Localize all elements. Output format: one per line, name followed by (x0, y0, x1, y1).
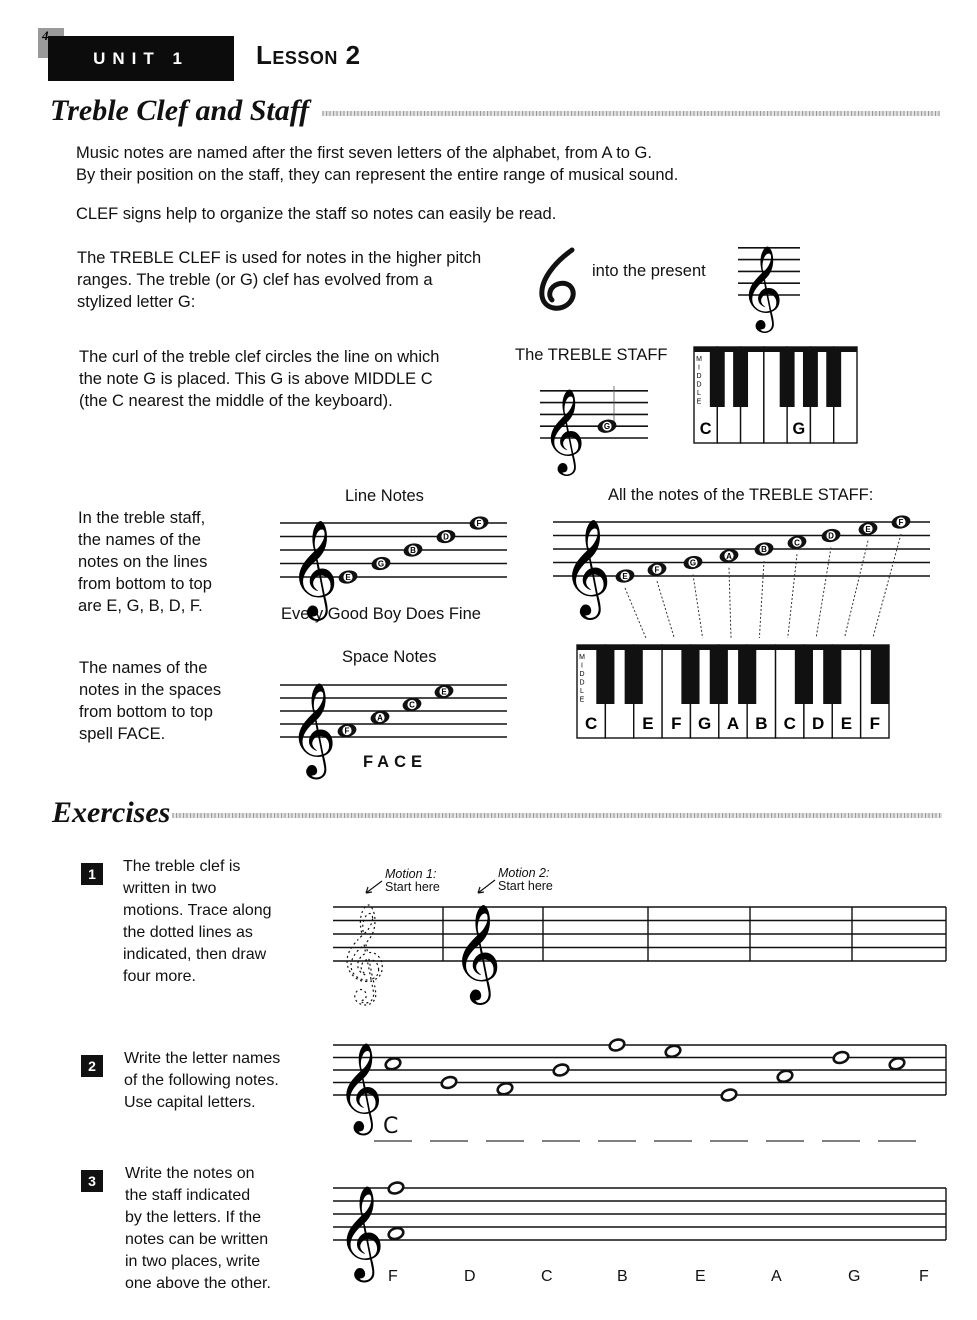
text-line: Music notes are named after the first seven letters of the alphabet, from A to G. (76, 144, 652, 162)
whole-note (387, 1226, 404, 1241)
text-line: are E, G, B, D, F. (78, 597, 203, 615)
treble-staff-example (540, 386, 648, 476)
black-key (803, 347, 818, 407)
whole-note (608, 1038, 625, 1053)
note-letter: F (344, 726, 350, 736)
text-line: one above the other. (125, 1275, 271, 1292)
text-line: stylized letter G: (77, 293, 196, 311)
black-key (738, 645, 756, 704)
labeled-note (753, 541, 774, 558)
text-line: notes on the lines (78, 553, 208, 571)
labeled-note (337, 569, 358, 586)
black-key (681, 645, 699, 704)
lesson-label: Lesson 2 (256, 40, 361, 70)
middle-c-letter: D (696, 381, 702, 389)
middle-c-letter: E (696, 398, 702, 406)
exercise-1-staff (333, 880, 946, 1005)
treble-clef-icon: 𝄞 (740, 245, 784, 331)
whole-note (440, 1075, 457, 1090)
line-notes-staff (280, 515, 507, 621)
note-letter: F (476, 519, 482, 528)
note-letter: F (898, 518, 904, 527)
intro-paragraph-2: CLEF signs help to organize the staff so notes can easily be read. (76, 205, 557, 223)
whole-note (552, 1063, 569, 1078)
labeled-note (820, 527, 841, 544)
text-line: from bottom to top (78, 575, 212, 593)
key-label: F (671, 714, 682, 733)
text-line: The treble clef is (123, 858, 241, 875)
middle-c-letter: I (698, 364, 700, 372)
motion-2-arrow-icon (478, 880, 495, 893)
key-label: E (642, 714, 654, 733)
note-letter: B (761, 545, 767, 554)
text-line: The curl of the treble clef circles the line on which (79, 348, 440, 366)
note-letter: E (622, 572, 628, 581)
middle-c-letter: M (696, 356, 702, 363)
labeled-note (596, 418, 617, 435)
middle-c-letter: E (579, 696, 585, 704)
text-line: motions. Trace along (123, 902, 272, 919)
stylized-g-icon (542, 250, 573, 308)
text-line: four more. (123, 968, 196, 985)
treble-clef-icon: 𝄞 (452, 902, 502, 1001)
text-line: ranges. The treble (or G) clef has evolved from a (77, 271, 433, 289)
text-line: notes can be written (125, 1231, 269, 1248)
space-notes-label: Space Notes (342, 648, 437, 666)
note-letter: G (377, 559, 385, 569)
text-line: Start here (498, 879, 553, 893)
key-label: E (840, 714, 853, 733)
all-notes-label: All the notes of the TREBLE STAFF: (608, 486, 874, 504)
whole-note (888, 1056, 905, 1071)
small-keyboard (694, 347, 857, 443)
target-letter: E (695, 1268, 706, 1285)
treble-clef-icon: 𝄞 (289, 518, 339, 617)
note-letter: C (409, 700, 415, 710)
text-line: written in two (123, 880, 217, 897)
labeled-note (402, 542, 423, 559)
note-letter: E (865, 524, 871, 534)
key-label: B (755, 714, 768, 733)
black-key (871, 645, 889, 704)
note-key-connector (788, 554, 797, 638)
treble-clef-icon: 𝄞 (289, 681, 337, 776)
labeled-note (682, 554, 703, 571)
target-letter: F (919, 1268, 929, 1285)
target-letter: D (464, 1268, 476, 1285)
middle-c-letter: D (579, 671, 585, 678)
black-key (596, 645, 614, 704)
black-key (625, 645, 643, 704)
whole-note (664, 1044, 681, 1059)
treble-clef-icon: 𝄞 (337, 902, 387, 1001)
text-line: Start here (385, 880, 440, 894)
text-line: By their position on the staff, they can represent the entire range of musical sound. (76, 166, 679, 184)
present-clef-staff (738, 245, 800, 333)
note-letter: D (828, 531, 834, 541)
text-line: by the letters. If the (125, 1209, 262, 1226)
exercises-title: Exercises (52, 796, 171, 829)
note-letter: A (726, 551, 732, 561)
text-line: indicated, then draw (123, 946, 267, 963)
text-line: the dotted lines as (123, 924, 253, 941)
note-letter: E (345, 573, 351, 582)
labeled-note (435, 528, 456, 545)
exercise-2-staff (333, 1038, 946, 1141)
key-label: C (783, 714, 796, 733)
text-line: in two places, write (125, 1253, 261, 1270)
middle-c-letter: D (696, 373, 702, 380)
labeled-note (370, 555, 391, 572)
exercise-3-staff (333, 1181, 946, 1283)
into-present-text: into the present (592, 262, 706, 280)
middle-c-letter: M (579, 654, 585, 661)
whole-note (387, 1181, 404, 1196)
note-letter: D (443, 532, 449, 542)
treble-clef-icon: 𝄞 (542, 388, 586, 474)
section-title: Treble Clef and Staff (50, 94, 310, 127)
black-key (710, 645, 728, 704)
target-letter: A (771, 1268, 782, 1285)
text-line: the staff indicated (125, 1187, 251, 1204)
whole-note (720, 1088, 737, 1103)
text-line: notes in the spaces (79, 681, 222, 699)
key-label: F (869, 714, 881, 733)
note-letter: F (654, 565, 660, 575)
note-letter: A (377, 713, 383, 723)
text-line: In the treble staff, (78, 509, 206, 527)
text-line: the note G is placed. This G is above MIDDLE C (79, 370, 433, 388)
black-key (823, 645, 841, 704)
exercise-3-number: 3 (81, 1170, 103, 1192)
labeled-note (718, 547, 739, 564)
note-key-connector (759, 561, 764, 638)
note-key-connector (816, 548, 831, 639)
key-label: A (726, 714, 740, 733)
page-number: 4 (38, 28, 64, 58)
key-label: G (698, 714, 712, 733)
face-word: FACE (363, 753, 428, 771)
labeled-note (614, 568, 635, 585)
target-letter: F (388, 1268, 398, 1285)
treble-clef-icon: 𝄞 (337, 1184, 385, 1279)
unit-label: UNIT 1 (48, 36, 234, 81)
text-line: (the C nearest the middle of the keyboard). (79, 392, 393, 410)
whole-note (496, 1081, 513, 1096)
note-letter: C (794, 538, 800, 548)
exercise-1-number: 1 (81, 863, 103, 885)
line-notes-mnemonic: Every Good Boy Does Fine (281, 605, 481, 623)
treble-clef-icon: 𝄞 (337, 1042, 383, 1133)
target-letter: C (541, 1268, 553, 1285)
text-line: The TREBLE CLEF is used for notes in the higher pitch (77, 249, 482, 267)
middle-c-letter: L (697, 390, 701, 397)
motion-1-arrow-icon (366, 881, 382, 893)
note-letter: G (603, 422, 611, 432)
exercise-2-number: 2 (81, 1055, 103, 1077)
black-key (710, 347, 725, 407)
all-notes-staff (553, 514, 930, 638)
treble-staff-label: The TREBLE STAFF (515, 346, 668, 364)
answer-field[interactable]: C (383, 1114, 399, 1139)
black-key (780, 347, 795, 407)
black-key (826, 347, 841, 407)
key-label: G (792, 420, 806, 438)
text-line: Use capital letters. (124, 1094, 256, 1111)
text-line: The names of the (79, 659, 208, 677)
note-key-connector (625, 588, 646, 638)
key-label: D (811, 714, 825, 733)
treble-clef-icon: 𝄞 (562, 517, 612, 616)
keyboard-top-edge (577, 645, 889, 650)
whole-note (776, 1069, 793, 1084)
text-line: of the following notes. (124, 1072, 279, 1089)
note-key-connector (729, 568, 731, 638)
note-key-connector (657, 581, 674, 638)
target-letter: G (848, 1268, 861, 1285)
labeled-note (890, 514, 911, 531)
note-letter: B (410, 546, 416, 555)
labeled-note (646, 561, 667, 578)
line-notes-label: Line Notes (345, 487, 424, 505)
text-line: Motion 1: (385, 867, 437, 881)
labeled-note (786, 534, 807, 551)
text-line: Motion 2: (498, 866, 550, 880)
note-letter: E (441, 687, 447, 697)
space-notes-staff (280, 682, 507, 780)
black-key (795, 645, 813, 704)
text-line: from bottom to top (79, 703, 213, 721)
labeled-note (468, 515, 489, 532)
middle-c-letter: L (580, 688, 584, 695)
note-key-connector (844, 541, 868, 638)
note-key-connector (693, 575, 703, 639)
key-label: C (585, 714, 598, 733)
middle-c-letter: I (581, 662, 583, 670)
note-letter: G (689, 558, 697, 568)
whole-note (384, 1056, 401, 1071)
text-line: the names of the (78, 531, 201, 549)
whole-note (832, 1050, 849, 1065)
text-line: Write the notes on (125, 1165, 255, 1182)
key-label: C (699, 420, 712, 438)
text-line: Write the letter names (124, 1050, 281, 1067)
middle-c-letter: D (579, 679, 585, 687)
labeled-note (857, 520, 878, 537)
text-line: spell FACE. (79, 725, 166, 743)
black-key (733, 347, 748, 407)
target-letter: B (617, 1268, 628, 1285)
big-keyboard (577, 645, 889, 738)
